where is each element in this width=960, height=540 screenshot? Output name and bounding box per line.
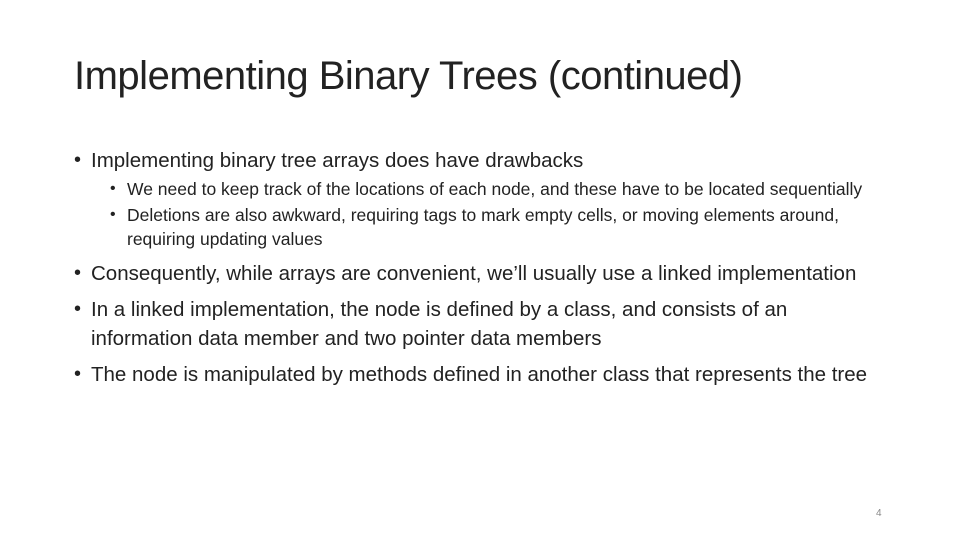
- bullet-text: Implementing binary tree arrays does have drawbacks: [91, 149, 584, 172]
- sub-bullet-text: Deletions are also awkward, requiring tags to mark empty cells, or moving elements around, requiring updating values: [127, 205, 839, 249]
- bullet-text: In a linked implementation, the node is defined by a class, and consists of an information data member and two pointer data members: [91, 298, 788, 350]
- slide-body: [74, 146, 894, 389]
- bullet-dot-icon: •: [74, 298, 82, 320]
- sub-bullet-text: We need to keep track of the locations of each node, and these have to be located sequentially: [127, 179, 863, 199]
- sub-bullet-item: [110, 177, 894, 201]
- bullet-text: The node is manipulated by methods defined in another class that represents the tree: [91, 363, 868, 386]
- bullet-dot-icon: •: [74, 363, 82, 385]
- bullet-text: Consequently, while arrays are convenient, we’ll usually use a linked implementation: [91, 262, 857, 285]
- page-number: 4: [876, 508, 882, 519]
- bullet-item: [74, 295, 894, 353]
- bullet-item: [74, 146, 894, 175]
- bullet-item: [74, 259, 894, 288]
- bullet-dot-icon: •: [74, 149, 82, 171]
- bullet-dot-icon: •: [74, 262, 82, 284]
- sub-bullet-item: [110, 203, 894, 251]
- sub-bullet-dot-icon: •: [110, 206, 116, 223]
- sub-bullet-list: [74, 177, 894, 251]
- slide-title: Implementing Binary Trees (continued): [74, 54, 743, 98]
- sub-bullet-dot-icon: •: [110, 180, 116, 197]
- bullet-item: [74, 360, 894, 389]
